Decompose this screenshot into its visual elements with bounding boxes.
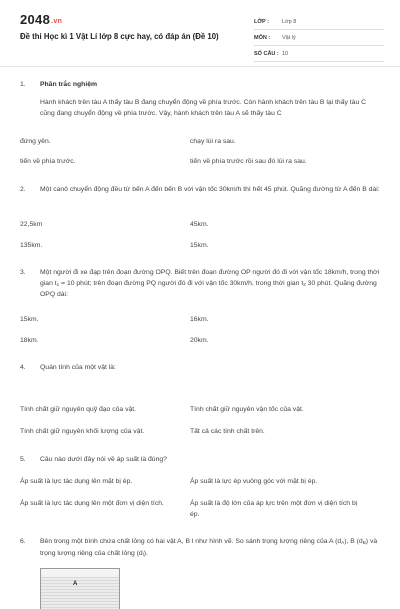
question-text xyxy=(40,537,380,560)
option-c[interactable]: 135km. xyxy=(20,242,43,249)
page-header xyxy=(0,0,400,67)
question-text: Hành khách trên tàu A thấy tàu B đang chuyển động về phía trước. Còn hành khách trên tàu B lại thấy tàu C cũng đang chuyển động về phía trước. Vậy, hành khách trên tàu A sẽ thấy tàu C xyxy=(40,99,367,117)
meta-value: Vật lý xyxy=(282,34,296,41)
question-6 xyxy=(20,537,380,561)
question-2 xyxy=(20,185,380,207)
question-text xyxy=(40,268,380,301)
subscript: l xyxy=(142,551,144,557)
section-title: Phần trắc nghiệm xyxy=(40,81,98,88)
meta-value: 10 xyxy=(282,50,289,57)
option-d[interactable]: 20km. xyxy=(190,337,209,344)
option-a[interactable]: Tính chất giữ nguyên quỹ đạo của vật. xyxy=(20,406,137,413)
question-number: 6. xyxy=(20,538,26,545)
meta-row-subject xyxy=(254,30,384,46)
question-4 xyxy=(20,363,380,375)
question-5 xyxy=(20,455,380,467)
question-text: Câu nào dưới đây nói về áp suất là đúng? xyxy=(40,456,167,463)
question-3 xyxy=(20,268,380,302)
question-text-part: = 10 phút; trên đoạn đường PQ người đó đi với vận tốc 30km/h, trong thời gian t xyxy=(59,279,304,287)
option-c[interactable]: 18km. xyxy=(20,337,39,344)
meta-key: MÔN : xyxy=(254,34,271,41)
figure-label: A xyxy=(73,581,78,587)
question-text-part: ) và trọng lượng riêng của chất lỏng (d xyxy=(40,538,378,557)
subscript: 1 xyxy=(56,281,60,287)
liquid-fill xyxy=(41,577,119,609)
option-d[interactable]: Áp suất là độ lớn của áp lực trên một đơn vị diện tích bị ép. xyxy=(190,500,358,518)
subscript: A xyxy=(341,540,345,545)
logo-suffix: .vn xyxy=(51,18,63,25)
question-text-part: ). xyxy=(143,549,148,557)
option-b[interactable]: chạy lùi ra sau. xyxy=(190,138,236,145)
question-number: 1. xyxy=(20,81,26,88)
question-text: Quán tính của một vật là: xyxy=(40,364,116,371)
meta-row-count xyxy=(254,46,384,62)
option-c[interactable]: tiến về phía trước. xyxy=(20,158,76,165)
option-d[interactable]: tiến về phía trước rồi sau đó lùi ra sau. xyxy=(190,158,307,165)
site-logo[interactable] xyxy=(20,12,62,27)
meta-key: LỚP : xyxy=(254,18,269,25)
liquid-container-figure xyxy=(40,568,120,609)
question-text: Một canô chuyển động đều từ bến A đến bến B với vận tốc 30km/h thì hết 45 phút. Quãng đường từ A đến B dài: xyxy=(40,186,380,193)
question-number: 2. xyxy=(20,186,26,193)
option-b[interactable]: 45km. xyxy=(190,221,209,228)
option-a[interactable]: 15km. xyxy=(20,316,39,323)
subscript: 2 xyxy=(303,281,306,287)
option-c[interactable]: Tính chất giữ nguyên khối lượng của vật. xyxy=(20,428,145,435)
question-number: 4. xyxy=(20,364,26,371)
meta-value: Lớp 8 xyxy=(282,18,297,25)
option-d[interactable]: 15km. xyxy=(190,242,209,249)
option-c[interactable]: Áp suất là lực tác dụng lên một đơn vị diện tích. xyxy=(20,500,164,507)
question-text-part: Một người đi xe đạp trên đoạn đường OPQ. Biết trên đoạn đường OP người đó đi với vận tốc 18km/h, trong thời gian t xyxy=(40,269,380,287)
question-number: 3. xyxy=(20,269,26,276)
logo-text: 2048 xyxy=(20,12,51,27)
document-title: Đề thi Học kì 1 Vật Lí lớp 8 cực hay, có đáp án (Đề 10) xyxy=(20,32,219,41)
meta-key: SỐ CÂU : xyxy=(254,50,279,57)
question-text-part: ), B (d xyxy=(344,538,363,545)
question-text-part: Bên trong một bình chứa chất lỏng có hai vật A, B l như hình vẽ. So sánh trọng lượng riêng của A (d xyxy=(40,538,342,545)
question-number: 5. xyxy=(20,456,26,463)
question-text-part: 30 phút. Quãng đường OPQ dài: xyxy=(40,279,377,298)
question-1 xyxy=(20,80,380,120)
option-b[interactable]: Tính chất giữ nguyên vận tốc của vật. xyxy=(190,406,304,413)
subscript: B xyxy=(362,540,366,545)
meta-table xyxy=(254,14,384,62)
option-a[interactable]: đứng yên. xyxy=(20,138,51,145)
option-d[interactable]: Tất cả các tính chất trên. xyxy=(190,428,265,435)
option-a[interactable]: 22,5km xyxy=(20,221,43,228)
option-b[interactable]: 16km. xyxy=(190,316,209,323)
option-b[interactable]: Áp suất là lực ép vuông góc với mặt bị ép. xyxy=(190,478,318,485)
meta-row-class xyxy=(254,14,384,30)
option-a[interactable]: Áp suất là lực tác dụng lên mặt bị ép. xyxy=(20,478,133,485)
